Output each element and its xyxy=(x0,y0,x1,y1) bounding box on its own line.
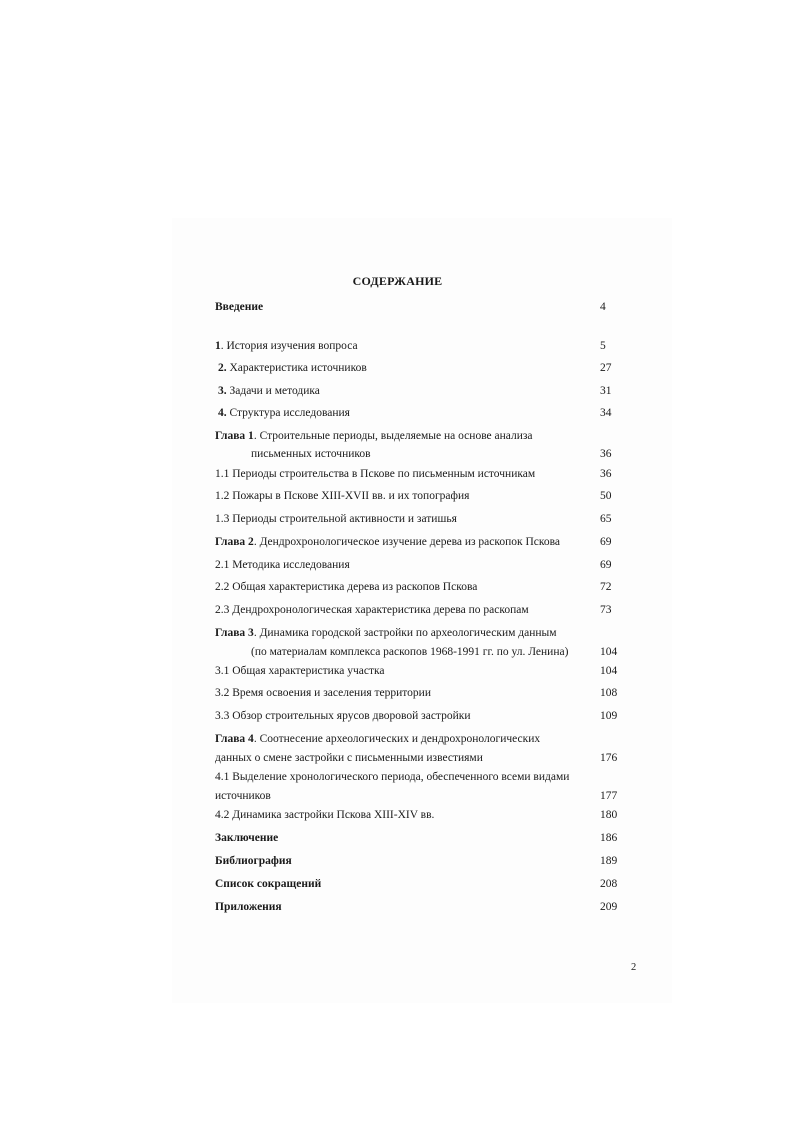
toc-page-2-3: 73 xyxy=(600,604,612,616)
chapter-title: . Дендрохронологическое изучение дерева из раскопок Пскова xyxy=(253,536,561,548)
toc-entry-conclusion: Заключение xyxy=(215,832,279,844)
toc-page-2: 27 xyxy=(600,362,612,374)
toc-section-4-2: 4.2 Динамика застройки Пскова XIII-XIV вв. xyxy=(215,809,435,821)
toc-section-4-1-cont: источников xyxy=(215,790,271,802)
toc-page-appendices: 209 xyxy=(600,901,618,913)
chapter-label: Глава 1 xyxy=(215,430,254,442)
toc-entry-number: 2. xyxy=(218,362,227,374)
chapter-label: Глава 3 xyxy=(215,627,254,639)
toc-section-3-2: 3.2 Время освоения и заселения территории xyxy=(215,687,431,699)
toc-entry-abbreviations: Список сокращений xyxy=(215,878,322,890)
toc-section-1-3: 1.3 Периоды строительной активности и затишья xyxy=(215,513,457,525)
toc-section-3-3: 3.3 Обзор строительных ярусов дворовой застройки xyxy=(215,710,471,722)
toc-chapter-4 xyxy=(215,732,540,746)
toc-section-2-3: 2.3 Дендрохронологическая характеристика дерева по раскопам xyxy=(215,604,529,616)
chapter-title: . Динамика городской застройки по археологическим данным xyxy=(253,627,557,639)
toc-section-4-1: 4.1 Выделение хронологического периода, обеспеченного всеми видами xyxy=(215,771,570,783)
toc-chapter-3-cont: (по материалам комплекса раскопов 1968-1991 гг. по ул. Ленина) xyxy=(251,646,569,658)
toc-entry-1 xyxy=(215,339,358,353)
toc-chapter-4-cont: данных о смене застройки с письменными известиями xyxy=(215,752,483,764)
toc-entry-bibliography: Библиография xyxy=(215,855,292,867)
chapter-label: Глава 4 xyxy=(215,733,254,745)
toc-entry-appendices: Приложения xyxy=(215,901,282,913)
toc-chapter-2 xyxy=(215,535,560,549)
toc-page-chapter-4: 176 xyxy=(600,752,618,764)
toc-entry-text: Характеристика источников xyxy=(226,362,367,374)
chapter-label: Глава 2 xyxy=(215,536,254,548)
toc-section-2-1: 2.1 Методика исследования xyxy=(215,559,350,571)
toc-title: СОДЕРЖАНИЕ xyxy=(352,274,443,288)
chapter-title: . Соотнесение археологических и дендрохронологических xyxy=(253,733,541,745)
toc-chapter-1-cont: письменных источников xyxy=(251,448,371,460)
toc-chapter-3 xyxy=(215,626,557,640)
toc-page-2-1: 69 xyxy=(600,559,612,571)
toc-page-3-2: 108 xyxy=(600,687,618,699)
toc-page-2-2: 72 xyxy=(600,581,612,593)
toc-page-1-2: 50 xyxy=(600,490,612,502)
toc-entry-text: Структура исследования xyxy=(226,407,350,419)
toc-entry-introduction: Введение xyxy=(215,301,264,313)
toc-page-1-3: 65 xyxy=(600,513,612,525)
toc-section-1-2: 1.2 Пожары в Пскове XIII-XVII вв. и их топография xyxy=(215,490,470,502)
toc-page-3: 31 xyxy=(600,385,612,397)
chapter-title: . Строительные периоды, выделяемые на основе анализа xyxy=(253,430,533,442)
toc-page-abbreviations: 208 xyxy=(600,878,618,890)
toc-page-4-2: 180 xyxy=(600,809,618,821)
toc-section-1-1: 1.1 Периоды строительства в Пскове по письменным источникам xyxy=(215,468,536,480)
toc-section-3-1: 3.1 Общая характеристика участка xyxy=(215,665,385,677)
toc-entry-number: 3. xyxy=(218,385,227,397)
toc-page-chapter-2: 69 xyxy=(600,536,612,548)
toc-entry-2 xyxy=(215,361,367,375)
toc-page-3-3: 109 xyxy=(600,710,618,722)
toc-chapter-1 xyxy=(215,429,533,443)
toc-entry-4 xyxy=(215,406,350,420)
toc-page-1-1: 36 xyxy=(600,468,612,480)
toc-page-4: 34 xyxy=(600,407,612,419)
toc-entry-text: Задачи и методика xyxy=(226,385,320,397)
toc-entry-number: 4. xyxy=(218,407,227,419)
toc-page-3-1: 104 xyxy=(600,665,618,677)
toc-page-introduction: 4 xyxy=(600,301,606,313)
toc-page-1: 5 xyxy=(600,340,606,352)
toc-entry-3 xyxy=(215,384,320,398)
toc-page-bibliography: 189 xyxy=(600,855,618,867)
toc-page-4-1: 177 xyxy=(600,790,618,802)
toc-page-chapter-3: 104 xyxy=(600,646,618,658)
toc-page-conclusion: 186 xyxy=(600,832,618,844)
toc-entry-number: 1 xyxy=(215,340,221,352)
toc-entry-text: . История изучения вопроса xyxy=(220,340,358,352)
toc-section-2-2: 2.2 Общая характеристика дерева из раскопов Пскова xyxy=(215,581,478,593)
toc-page-chapter-1: 36 xyxy=(600,448,612,460)
page-number: 2 xyxy=(631,962,637,973)
